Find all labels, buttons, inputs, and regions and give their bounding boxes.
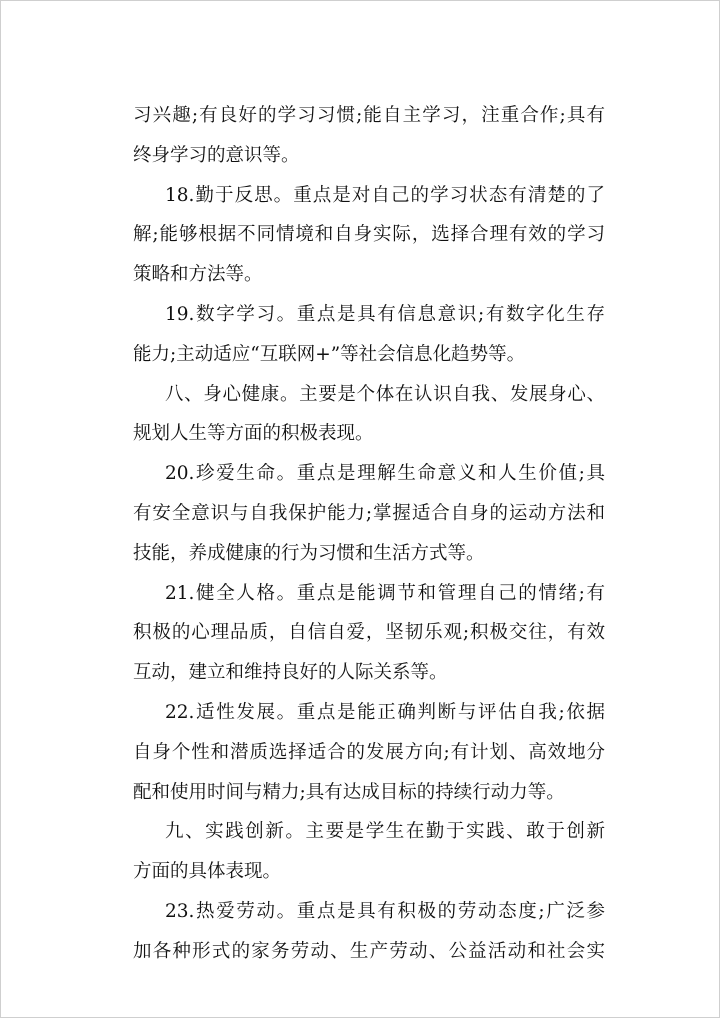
text-line: 技能，养成健康的行为习惯和生活方式等。	[133, 542, 485, 564]
text-line: 积极的心理品质，自信自爱，坚韧乐观;积极交往，有效	[133, 622, 605, 644]
text-line: 解;能够根据不同情境和自身实际，选择合理有效的学习	[133, 224, 605, 246]
text-line: 自身个性和潜质选择适合的发展方向;有计划、高效地分	[133, 741, 605, 763]
paragraph-18-start: 18.勤于反思。重点是对自己的学习状态有清楚的了	[165, 184, 605, 206]
text-line: 有安全意识与自我保护能力;掌握适合自身的运动方法和	[133, 502, 605, 524]
text-line: 互动，建立和维持良好的人际关系等。	[133, 662, 448, 684]
text-line: 方面的具体表现。	[133, 861, 282, 883]
text-line: 配和使用时间与精力;具有达成目标的持续行动力等。	[133, 781, 565, 803]
text-line: 规划人生等方面的积极表现。	[133, 423, 374, 445]
text-line: 习兴趣;有良好的学习习惯;能自主学习，注重合作;具有	[133, 105, 605, 126]
paragraph-23-start: 23.热爱劳动。重点是具有积极的劳动态度;广泛参	[165, 900, 605, 922]
paragraph-21-start: 21.健全人格。重点是能调节和管理自己的情绪;有	[165, 582, 605, 604]
paragraph-20-start: 20.珍爱生命。重点是理解生命意义和人生价值;具	[165, 463, 605, 485]
text-line: 能力;主动适应“互联网+”等社会信息化趋势等。	[133, 343, 526, 365]
section-9-heading: 九、实践创新。主要是学生在勤于实践、敢于创新	[165, 821, 605, 843]
text-line: 加各种形式的家务劳动、生产劳动、公益活动和社会实	[133, 940, 605, 962]
paragraph-19-start: 19.数字学习。重点是具有信息意识;有数字化生存	[165, 303, 605, 325]
text-line: 策略和方法等。	[133, 264, 263, 286]
paragraph-22-start: 22.适性发展。重点是能正确判断与评估自我;依据	[165, 701, 605, 723]
text-line: 终身学习的意识等。	[133, 144, 300, 166]
section-8-heading: 八、身心健康。主要是个体在认识自我、发展身心、	[165, 383, 605, 405]
body-text	[133, 101, 605, 977]
